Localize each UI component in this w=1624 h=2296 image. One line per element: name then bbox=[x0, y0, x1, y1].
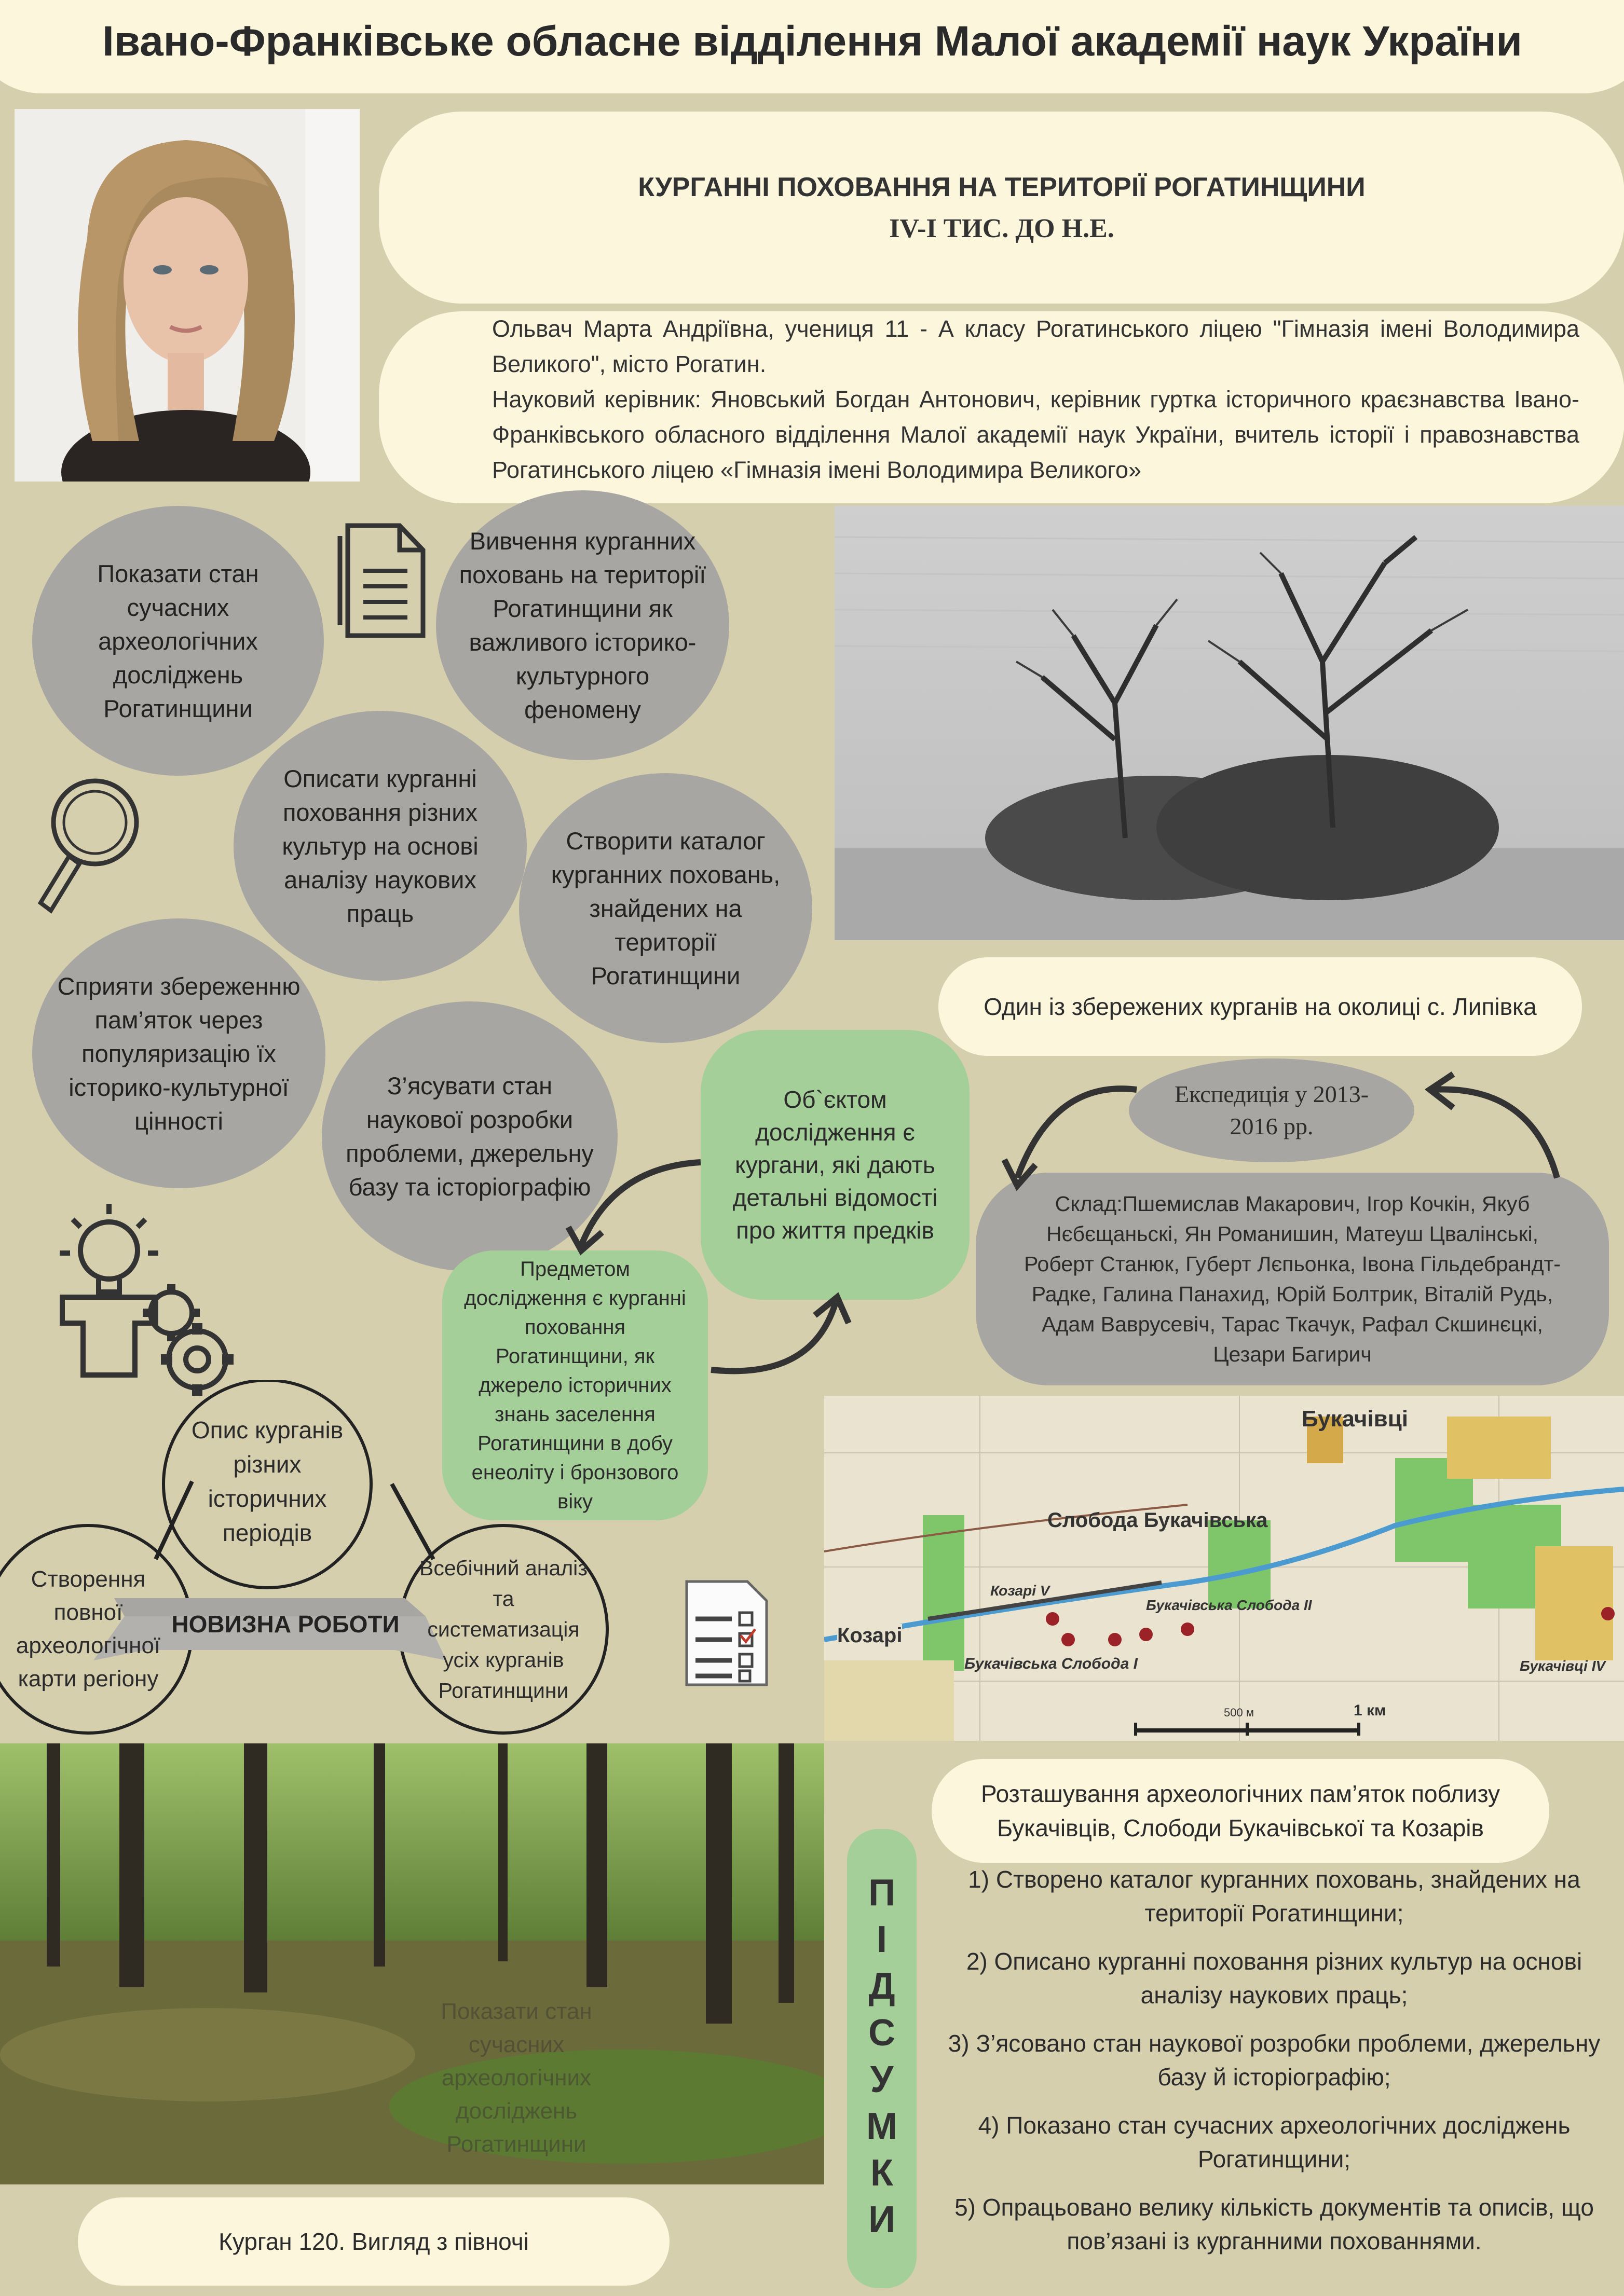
map-label-sloboda-i: Букачівська Слобода I bbox=[964, 1655, 1138, 1672]
summary-item-4: 4) Показано стан сучасних археологічних досліджень Рогатинщини; bbox=[978, 2112, 1571, 2173]
forest-photo bbox=[0, 1743, 824, 2184]
header-banner bbox=[0, 0, 1624, 93]
task-circle-6: З’ясувати стан наукової розробки проблеми, джерельну базу та історіографію bbox=[322, 1001, 618, 1271]
map-scale-1km: 1 км bbox=[1354, 1702, 1386, 1719]
author-box bbox=[379, 311, 1624, 503]
research-object-box: Об`єктом дослідження є кургани, які дають детальні відомості про життя предків bbox=[701, 1030, 970, 1300]
task-circle-5: Сприяти збереженню пам’яток через популяризацію їх історико-культурної цінності bbox=[32, 918, 325, 1188]
arrow-icon bbox=[561, 1152, 711, 1256]
novelty-item-1: Опис курганів різних історичних періодів bbox=[191, 1417, 344, 1546]
map-label-sloboda-ii: Букачівська Слобода II bbox=[1146, 1597, 1312, 1613]
summary-item-3: 3) З’ясовано стан наукової розробки проблеми, джерельну базу й історіографію; bbox=[948, 2030, 1601, 2091]
map-label-kozari-v: Козарі V bbox=[990, 1583, 1050, 1599]
idea-gears-icon bbox=[42, 1193, 249, 1401]
checklist-icon bbox=[683, 1577, 771, 1689]
research-subject-box: Предметом дослідження є курганні поховання Рогатинщини, як джерело історичних знань заселення Рогатинщини в добу енеоліту і бронзового віку bbox=[442, 1250, 708, 1520]
topic-line-2: IV-I ТИС. ДО Н.Е. bbox=[889, 213, 1114, 243]
author-supervisor: Науковий керівник: Яновський Богдан Антонович, керівник гуртка історичного краєзнавства Івано-Франківського обласного відділення Малої академії наук України, вчитель історії і правознавства Рогатинського ліцею «Гімназія імені Володимира Великого» bbox=[492, 386, 1579, 483]
arrow-icon bbox=[708, 1292, 854, 1385]
kurgan-tree-photo bbox=[835, 506, 1624, 940]
document-icon bbox=[332, 521, 431, 641]
novelty-banner: НОВИЗНА РОБОТИ bbox=[171, 1611, 400, 1638]
expedition-title-oval: Експедиція у 2013-2016 рр. bbox=[1129, 1058, 1414, 1162]
map-scale-500: 500 м bbox=[1224, 1706, 1254, 1719]
page-title: Івано-Франківське обласне відділення Малої академії наук України bbox=[102, 18, 1522, 65]
task-circle-2: Вивчення курганних поховань на території Рогатинщини як важливого історико-культурного феномену bbox=[436, 490, 729, 760]
summary-vertical-label: ПІДСУМКИ bbox=[847, 1829, 917, 2288]
photo-caption-lipivka: Один із збережених курганів на околиці с. Липівка bbox=[938, 957, 1582, 1056]
map-label-bukachivtsi: Букачівці bbox=[1302, 1406, 1409, 1432]
topic-line-1: КУРГАННІ ПОХОВАННЯ НА ТЕРИТОРІЇ РОГАТИНЩИНИ bbox=[638, 172, 1366, 202]
arrow-icon bbox=[997, 1069, 1147, 1193]
archaeology-map bbox=[824, 1396, 1624, 1741]
author-portrait bbox=[15, 109, 360, 482]
novelty-item-2: Створення повної археологічної карти регіону bbox=[16, 1566, 161, 1692]
map-caption: Розташування археологічних пам’яток поблизу Букачівців, Слободи Букачівської та Козарів bbox=[932, 1759, 1549, 1863]
summary-list bbox=[929, 1863, 1619, 2273]
author-student: Ольвач Марта Андріївна, учениця 11 - А класу Рогатинського ліцею "Гімназія імені Володимира Великого", місто Рогатин. bbox=[492, 315, 1579, 377]
magnifier-icon bbox=[30, 773, 144, 918]
expedition-members-box: Склад:Пшемислав Макарович, Ігор Кочкін, Якуб Нєбєщаньскі, Ян Романишин, Матеуш Цвалінські, Роберт Станюк, Губерт Лєпьонка, Івона Гільдебрандт-Радке, Галина Панахид, Юрій Болтрик, Віталій Рудь, Адам Ваврусевіч, Тарас Ткачук, Рафал Скшинєцкі, Цезари Багирич bbox=[976, 1173, 1609, 1385]
task-circle-3: Описати курганні поховання різних культур на основі аналізу наукових праць bbox=[234, 711, 527, 981]
novelty-section bbox=[0, 1380, 623, 1743]
map-label-sloboda: Слобода Букачівська bbox=[1047, 1509, 1268, 1532]
map-label-kozari: Козарі bbox=[837, 1624, 903, 1647]
topic-box bbox=[379, 112, 1624, 304]
novelty-item-3: Всебічний аналіз та систематизація усіх курганів Рогатинщини bbox=[419, 1556, 588, 1702]
map-label-bukachivtsi-iv: Букачівці IV bbox=[1520, 1658, 1606, 1674]
forest-caption: Курган 120. Вигляд з півночі bbox=[78, 2197, 670, 2286]
task-circle-1: Показати стан сучасних археологічних досліджень Рогатинщини bbox=[32, 506, 324, 776]
summary-item-2: 2) Описано курганні поховання різних культур на основі аналізу наукових праць; bbox=[966, 1948, 1582, 2009]
summary-item-5: 5) Опрацьовано велику кількість документів та описів, що пов’язані із курганними похованнями. bbox=[954, 2194, 1594, 2254]
task-circle-4: Створити каталог курганних поховань, знайдених на території Рогатинщини bbox=[519, 773, 812, 1043]
arrow-icon bbox=[1417, 1069, 1567, 1193]
forest-overlay-text: Показати стан сучасних археологічних досліджень Рогатинщини bbox=[441, 1999, 592, 2157]
summary-item-1: 1) Створено каталог курганних поховань, знайдених на території Рогатинщини; bbox=[968, 1866, 1580, 1927]
